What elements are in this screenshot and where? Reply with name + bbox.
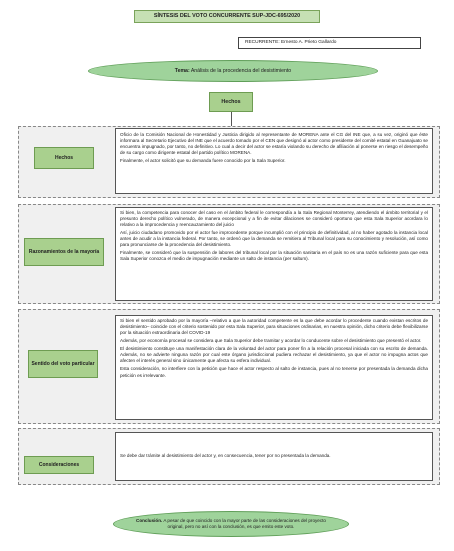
section-content-sentido [115, 315, 433, 420]
section-label-hechos: Hechos [34, 147, 94, 169]
tema-oval [88, 60, 378, 82]
conclusion-oval [113, 511, 349, 537]
paragraph: Además, por economía procesal se considera que Sala Superior debe tramitar y acordar lo conducente sobre el desistimiento que presentó el actor. [120, 338, 422, 344]
paragraph: Se debe dar trámite al desistimiento del actor y, en consecuencia, tener por no presentada la demanda. [120, 453, 331, 459]
tema-text: Análisis de la procedencia del desistimiento [189, 68, 292, 74]
paragraph: Oficio de la Comisión Nacional de Honestidad y Justicia dirigido al representante de MORENA ante el CG del INE que, a su vez, originó que éste informara al Secretario Ejecutivo del INE que el acuerdo tomado por el CEN que designó al actor como presidente del comité estatal en Guanajuato se encuentra impugnado, por tanto, no definitivo. Lo cual a decir del actor se estaría violando su derecho de afiliación al ponerse en riesgo el desempeño de su cargo como dirigente estatal del partido político MORENA. [120, 132, 428, 156]
paragraph: Así, juicio ciudadano promovido por el actor fue improcedente porque incumplió con el principio de definitividad, al no haber agotado la instancia local antes de acudir a la instancia federal. Por tanto, se ordenó que la demanda se remitiera al Tribunal local para su conocimiento y resolución, así como para pronunciarse de la procedencia del desistimiento. [120, 230, 428, 248]
conclusion-label: Conclusión. [136, 518, 163, 524]
section-content-hechos [115, 128, 433, 194]
section-content-consideraciones [115, 432, 433, 481]
document-title: SÍNTESIS DEL VOTO CONCURRENTE SUP-JDC-695/2020 [134, 10, 320, 23]
hechos-header: Hechos [209, 92, 253, 112]
section-content-razonamientos [115, 207, 433, 301]
paragraph: El desistimiento constituye una manifestación clara de la voluntad del actor para poner fin a la relación procesal iniciada con su escrito de demanda. Además, no se advierte ninguna razón por cual este órgano jurisdiccional pudiera rechazar el desistimiento, ya que el actor no impugna actos que afecten el interés general sino únicamente que afecta su esfera individual. [120, 346, 428, 364]
recurrente-box: RECURRENTE: Ernesto A. Prieto Gallardo [238, 37, 421, 49]
paragraph: Finalmente, el actor solicitó que su demanda fuere conocido por la Sala Superior. [120, 158, 286, 164]
connector-line [231, 112, 232, 127]
paragraph: Si bien el sentido aprobado por la mayoría –relativo a que la autoridad competente es la que debe acordar lo procedente cuando existan escritos de desistimiento– coincide con el criterio sostenido por esta Sala Superior, para situaciones ordinarias, en nuestra opinión, dicho criterio debe flexibilizarse por la situación extraordinaria del COVID-19 [120, 318, 428, 336]
section-label-sentido: Sentido del voto particular [28, 350, 98, 378]
conclusion-text: A pesar de que coincido con la mayor parte de las consideraciones del proyecto original, pero no así con la conclusión, es que emito este voto. [162, 518, 326, 529]
paragraph: Esta consideración, no interfiere con la petición que hace el actor respecto al salto de instancia, pues al no tenerse por presentada la demanda dicha petición es irrelevante. [120, 366, 428, 378]
section-label-razonamientos: Razonamientos de la mayoría [24, 238, 104, 266]
tema-label: Tema: [174, 68, 190, 74]
section-label-consideraciones: Consideraciones [24, 456, 94, 474]
paragraph: Si bien, la competencia para conocer del caso en el ámbito federal le correspondía a la Sala Regional Monterrey, atendiendo el ámbito territorial y el presunto derecho político vulnerado, de manera excepcional y a fin de evitar dilaciones se consideró oportuno que esta Sala Superior acordara lo relativo a la improcedencia y reencauzamiento del juicio [120, 210, 428, 228]
paragraph: Finalmente, se consideró que la suspensión de labores del tribunal local por la situación sanitaria en el país no es una razón suficiente para que esta Sala Superior conozca el medio de impugnación mediante un salto de instancia (per saltum). [120, 250, 428, 262]
